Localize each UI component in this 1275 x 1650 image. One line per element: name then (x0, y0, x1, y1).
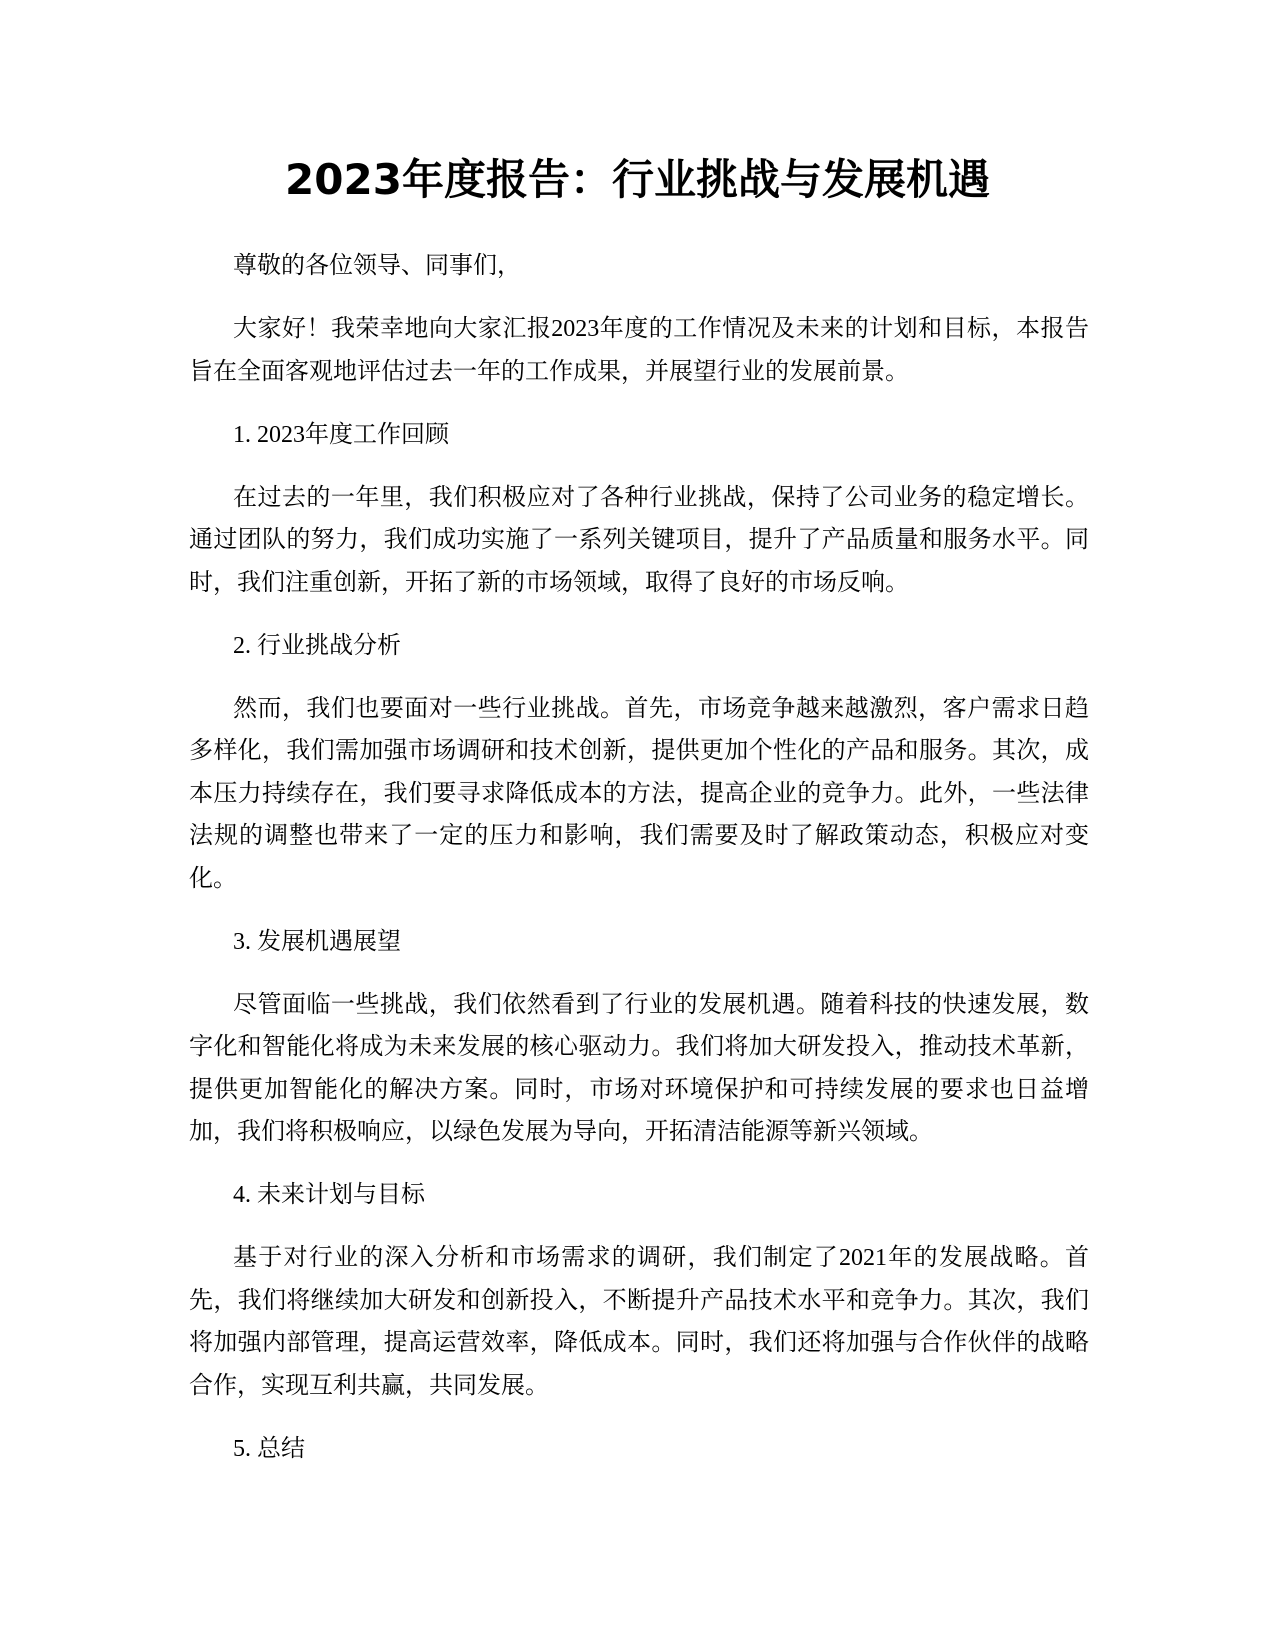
intro-paragraph: 大家好！我荣幸地向大家汇报2023年度的工作情况及未来的计划和目标，本报告旨在全面客观地评估过去一年的工作成果，并展望行业的发展前景。 (189, 316, 1089, 385)
document-body (189, 245, 1089, 1491)
section-heading-opportunities: 3. 发展机遇展望 (233, 928, 401, 955)
paragraph-plans: 基于对行业的深入分析和市场需求的调研，我们制定了2021年的发展战略。首先，我们将继续加大研发和创新投入，不断提升产品技术水平和竞争力。其次，我们将加强内部管理，提高运营效率，降低成本。同时，我们还将加强与合作伙伴的战略合作，实现互利共赢，共同发展。 (189, 1245, 1089, 1399)
section-heading-challenges: 2. 行业挑战分析 (233, 632, 401, 659)
section-heading-plans: 4. 未来计划与目标 (233, 1182, 425, 1208)
document-title: 2023年度报告：行业挑战与发展机遇 (285, 155, 990, 204)
section-heading-summary: 5. 总结 (233, 1435, 305, 1462)
paragraph-review: 在过去的一年里，我们积极应对了各种行业挑战，保持了公司业务的稳定增长。通过团队的努力，我们成功实施了一系列关键项目，提升了产品质量和服务水平。同时，我们注重创新，开拓了新的市场领域，取得了良好的市场反响。 (189, 484, 1089, 596)
salutation: 尊敬的各位领导、同事们， (233, 253, 521, 279)
paragraph-opportunities: 尽管面临一些挑战，我们依然看到了行业的发展机遇。随着科技的快速发展，数字化和智能化将成为未来发展的核心驱动力。我们将加大研发投入，推动技术革新，提供更加智能化的解决方案。同时，市场对环境保护和可持续发展的要求也日益增加，我们将积极响应，以绿色发展为导向，开拓清洁能源等新兴领域。 (189, 991, 1089, 1145)
section-heading-review: 1. 2023年度工作回顾 (233, 421, 449, 448)
paragraph-challenges: 然而，我们也要面对一些行业挑战。首先，市场竞争越来越激烈，客户需求日趋多样化，我们需加强市场调研和技术创新，提供更加个性化的产品和服务。其次，成本压力持续存在，我们要寻求降低成本的方法，提高企业的竞争力。此外，一些法律法规的调整也带来了一定的压力和影响，我们需要及时了解政策动态，积极应对变化。 (189, 695, 1089, 892)
